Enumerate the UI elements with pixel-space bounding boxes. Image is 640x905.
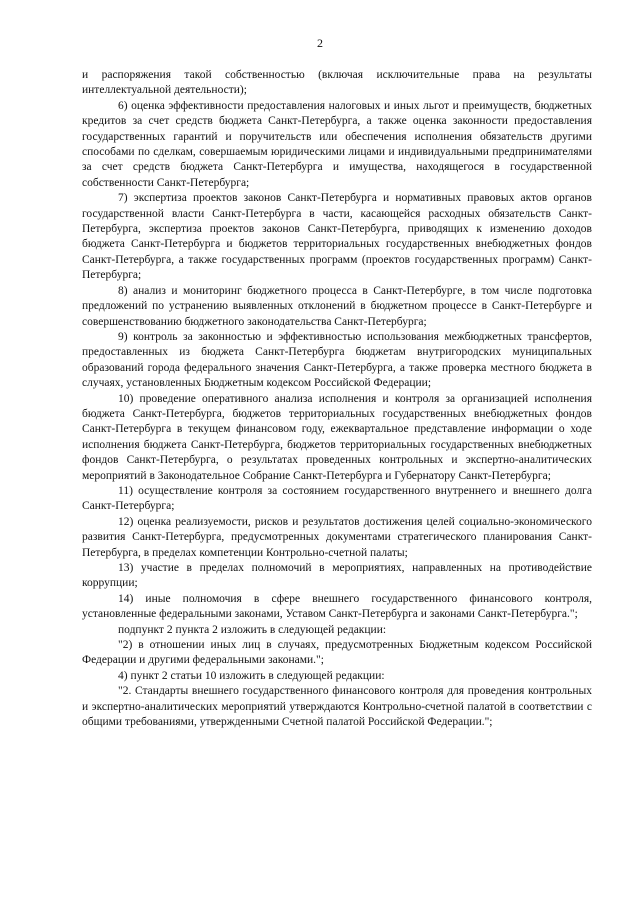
paragraph-continuation: и распоряжения такой собственностью (включая исключительные права на результаты интеллектуальной деятельности); — [82, 69, 592, 97]
paragraph-subpoint-text: "2) в отношении иных лиц в случаях, предусмотренных Бюджетным кодексом Российской Федерации и другими федеральными законами."; — [82, 639, 592, 667]
paragraph-item-4-instruction: 4) пункт 2 статьи 10 изложить в следующей редакции: — [118, 669, 385, 682]
paragraph-item-10: 10) проведение оперативного анализа исполнения и контроля за организацией исполнения бюджета Санкт-Петербурга, бюджетов территориальных государственных внебюджетных фондов Санкт-Петербурга в текущем финансовом году, ежеквартальное представление информации о ходе исполнения бюджета Санкт-Петербурга, бюджетов территориальных государственных внебюджетных фондов Санкт-Петербурга, о результатах проведенных контрольных и экспертно-аналитических мероприятий в Законодательное Собрание Санкт-Петербурга и Губернатору Санкт-Петербурга; — [82, 392, 592, 482]
paragraph-item-9: 9) контроль за законностью и эффективностью использования межбюджетных трансфертов, предоставленных из бюджета Санкт-Петербурга бюджетам внутригородских муниципальных образований города федерального значения Санкт-Петербурга, а также проверка местного бюджета в случаях, установленных Бюджетным кодексом Российской Федерации; — [82, 330, 592, 390]
paragraph-item-11: 11) осуществление контроля за состоянием государственного внутреннего и внешнего долга Санкт-Петербурга; — [82, 484, 592, 513]
paragraph-item-8: 8) анализ и мониторинг бюджетного процесса в Санкт-Петербурге, в том числе подготовка предложений по устранению выявленных отклонений в бюджетном процессе в Санкт-Петербурге и совершенствованию бюджетного законодательства Санкт-Петербурга; — [82, 284, 592, 328]
page-number: 2 — [317, 36, 323, 50]
document-body — [82, 68, 592, 730]
paragraph-item-6: 6) оценка эффективности предоставления налоговых и иных льгот и преимуществ, бюджетных кредитов за счет средств бюджета Санкт-Петербурга, а также оценка законности предоставления государственных гарантий и поручительств или обеспечения исполнения обязательств другими способами по сделкам, совершаемым юридическими лицами и индивидуальными предпринимателями за счет средств бюджета Санкт-Петербурга и имущества, находящегося в государственной собственности Санкт-Петербурга; — [82, 99, 592, 189]
paragraph-item-7: 7) экспертиза проектов законов Санкт-Петербурга и нормативных правовых актов органов государственной власти Санкт-Петербурга в части, касающейся расходных обязательств Санкт-Петербурга, экспертиза проектов законов Санкт-Петербурга, приводящих к изменению доходов бюджета Санкт-Петербурга и бюджетов территориальных государственных внебюджетных фондов Санкт-Петербурга, а также государственных программ (проектов государственных программ) Санкт-Петербурга; — [82, 192, 592, 282]
paragraph-item-13: 13) участие в пределах полномочий в мероприятиях, направленных на противодействие коррупции; — [82, 562, 592, 590]
paragraph-item-14: 14) иные полномочия в сфере внешнего государственного финансового контроля, установленные федеральными законами, Уставом Санкт-Петербурга и законами Санкт-Петербурга."; — [82, 592, 592, 621]
paragraph-subpoint-instruction: подпункт 2 пункта 2 изложить в следующей редакции: — [118, 623, 387, 636]
paragraph-item-12: 12) оценка реализуемости, рисков и результатов достижения целей социально-экономического развития Санкт-Петербурга, предусмотренных документами стратегического планирования Санкт-Петербурга, в пределах компетенции Контрольно-счетной палаты; — [82, 515, 592, 559]
paragraph-standards-text: "2. Стандарты внешнего государственного финансового контроля для проведения контрольных и экспертно-аналитических мероприятий утверждаются Контрольно-счетной палатой в соответствии с общими требованиями, утвержденными Счетной палатой Российской Федерации."; — [82, 685, 592, 729]
